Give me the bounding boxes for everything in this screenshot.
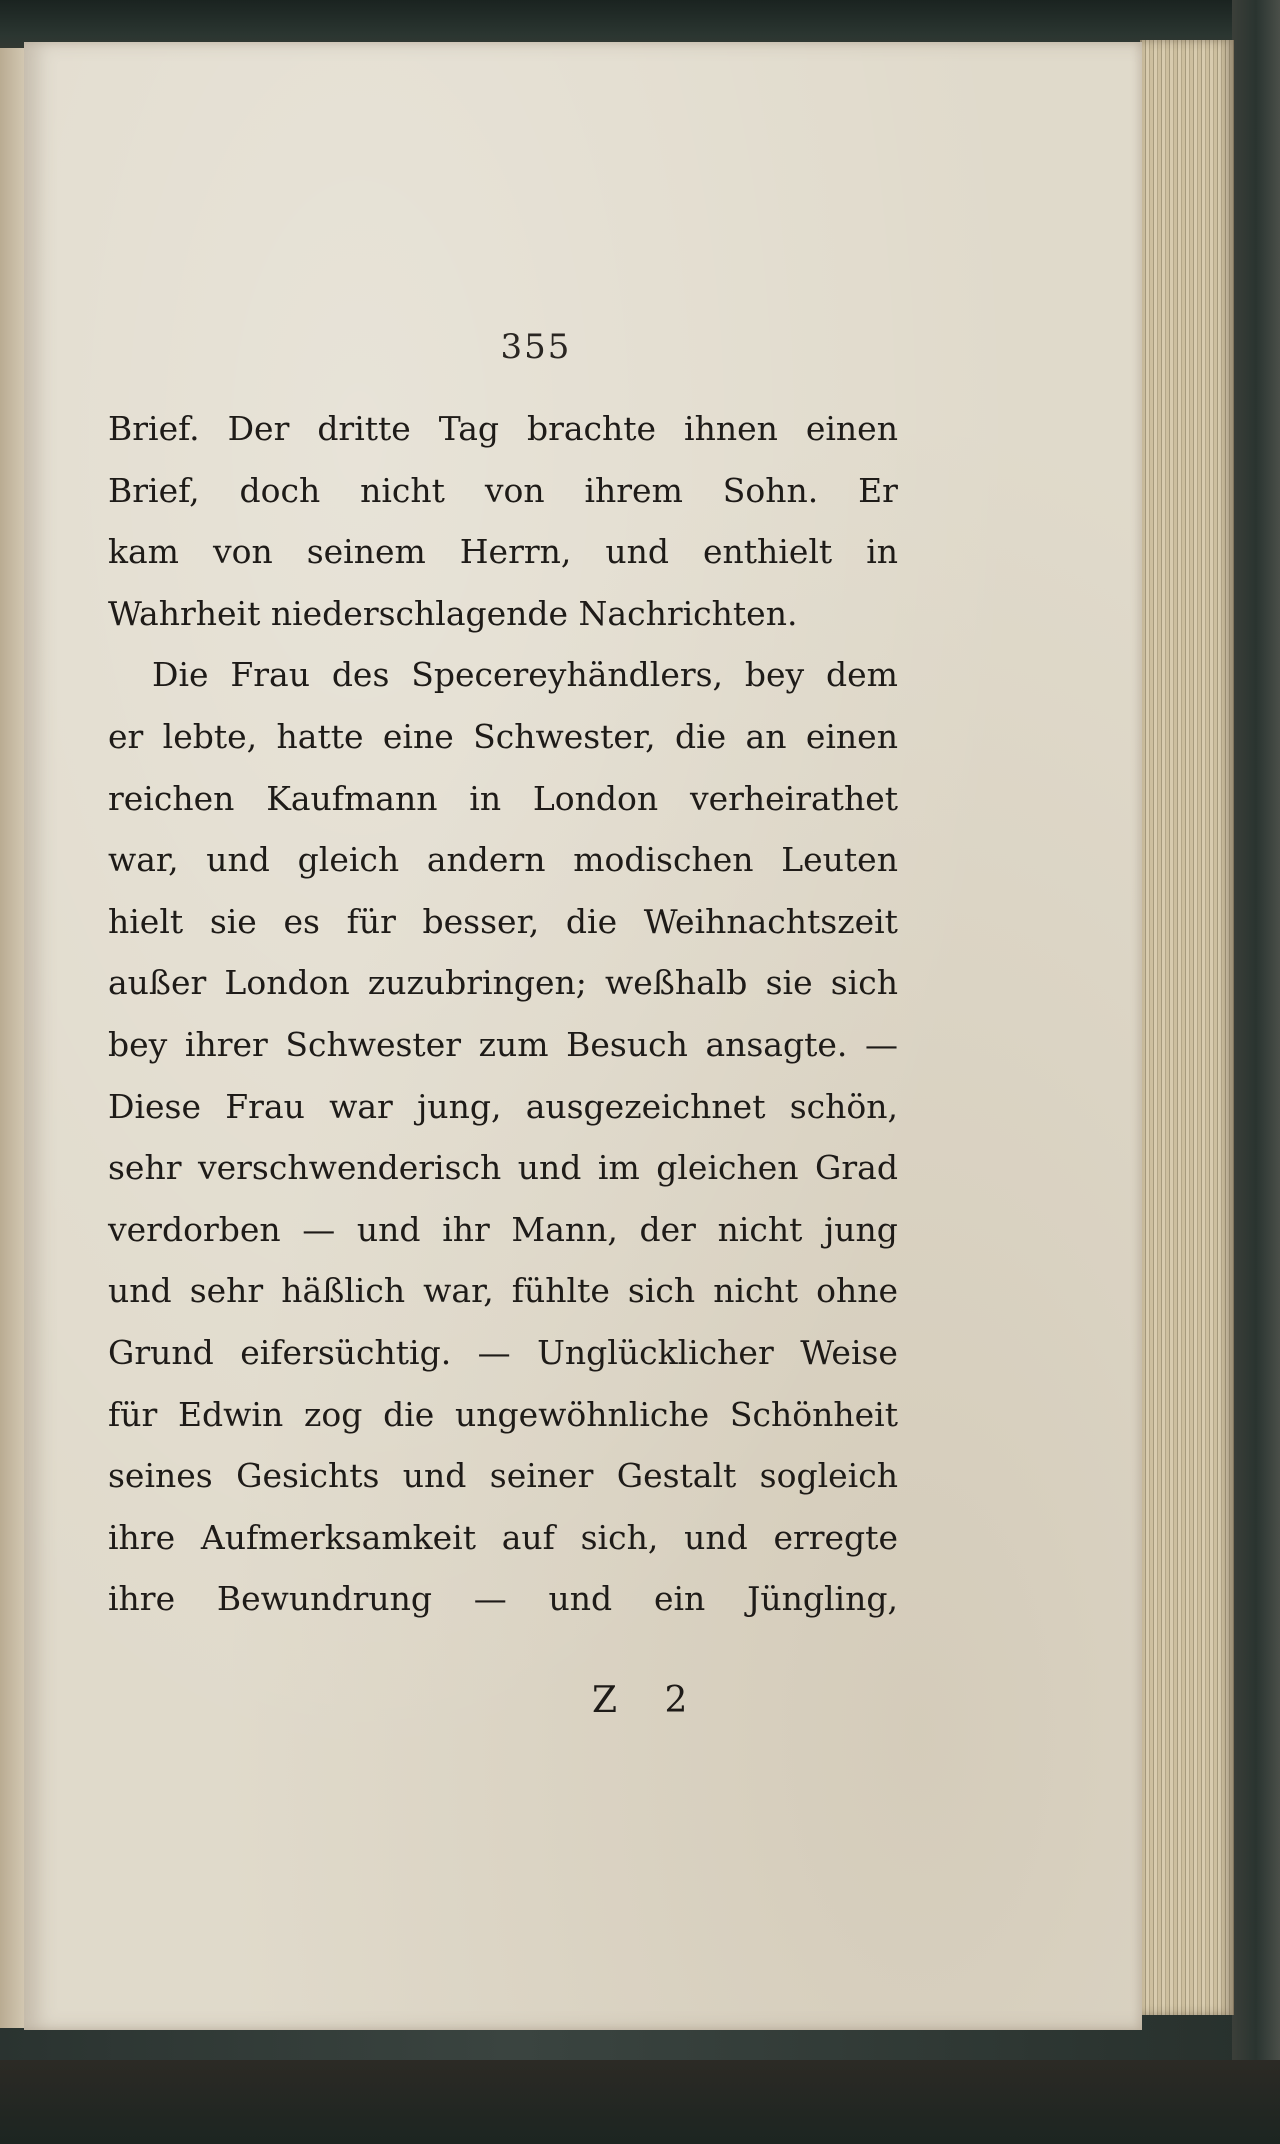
word: Frau — [225, 1086, 305, 1126]
word: — — [477, 1332, 511, 1372]
text-line — [108, 706, 898, 768]
book-cover-right — [1232, 0, 1280, 2144]
book-cover-bottom — [0, 2060, 1280, 2144]
word: London — [224, 963, 350, 1003]
word: modischen — [573, 840, 754, 880]
word: und — [605, 532, 670, 572]
word: war, — [108, 840, 179, 880]
word: Gesichts — [236, 1456, 380, 1496]
word: sich — [830, 963, 898, 1003]
word: für — [108, 1394, 158, 1434]
word: seines — [108, 1456, 213, 1496]
word: kam — [108, 532, 179, 572]
text-line — [108, 1507, 898, 1569]
word: in — [866, 532, 898, 572]
word: dritte — [317, 409, 411, 448]
word: bey — [744, 655, 805, 695]
word: London — [532, 778, 659, 818]
text-line — [108, 644, 898, 706]
word: für — [346, 901, 396, 941]
word: und — [402, 1456, 467, 1496]
text-line — [108, 1137, 898, 1199]
word: ein — [653, 1579, 706, 1619]
word: Jüngling, — [747, 1579, 898, 1619]
word: Brief, — [108, 470, 200, 510]
word: Diese — [108, 1086, 202, 1126]
word: im — [597, 1148, 640, 1188]
word: — — [302, 1209, 336, 1249]
page-number: 355 — [500, 327, 572, 367]
text-line — [108, 1445, 898, 1507]
word: reichen — [108, 778, 235, 818]
text-line — [108, 1014, 898, 1076]
word: die — [565, 901, 618, 941]
word: zuzubringen; — [367, 963, 587, 1003]
word: Er — [858, 470, 898, 510]
printer-signature: Z 2 — [592, 1680, 706, 1721]
word: Sohn. — [722, 470, 819, 510]
word: Schwester — [285, 1024, 461, 1064]
book-page — [24, 42, 1142, 2030]
word: und — [548, 1579, 613, 1619]
word: zog — [303, 1394, 363, 1434]
word: Frau — [230, 655, 310, 695]
page-block-edges — [1140, 40, 1234, 2015]
word: ohne — [816, 1271, 898, 1311]
text-line — [108, 1384, 898, 1446]
word: und — [517, 1148, 582, 1188]
word: die — [674, 716, 727, 756]
word: häßlich — [281, 1271, 406, 1311]
word: ihnen — [684, 409, 778, 448]
word: Grund — [108, 1332, 214, 1372]
text-line — [108, 891, 898, 953]
text-line — [108, 952, 898, 1014]
word: seinem — [306, 532, 426, 572]
word: nicht — [360, 470, 445, 510]
word: ausgezeichnet — [525, 1086, 766, 1126]
word: gleichen — [656, 1148, 799, 1188]
facing-page-edge — [0, 48, 26, 2028]
word: Kaufmann — [266, 778, 438, 818]
word: und — [684, 1517, 748, 1557]
word: verschwenderisch — [197, 1148, 502, 1188]
word: in — [469, 778, 502, 818]
word: gleich — [297, 840, 400, 880]
word: bey — [108, 1024, 168, 1064]
word: war, — [423, 1271, 494, 1311]
word: zum — [478, 1024, 549, 1064]
word: Herrn, — [459, 532, 572, 572]
word: Aufmerksamkeit — [200, 1517, 476, 1557]
word: es — [283, 901, 320, 941]
text-line — [108, 398, 898, 460]
text-line — [108, 1322, 898, 1384]
word: Specereyhändlers, — [411, 655, 724, 695]
word: einen — [805, 716, 898, 756]
word: Tag — [438, 409, 500, 448]
word: Bewundrung — [216, 1579, 432, 1619]
word: sich — [627, 1271, 696, 1311]
word: und — [206, 840, 270, 880]
word: dem — [826, 655, 898, 695]
word: nicht — [713, 1271, 799, 1311]
word: lebte, — [162, 716, 258, 756]
word: auf — [501, 1517, 555, 1557]
word: verheirathet — [689, 778, 898, 818]
word: seiner — [489, 1456, 594, 1496]
text-line — [108, 460, 898, 522]
word: ihre — [108, 1579, 176, 1619]
word: Grad — [815, 1148, 898, 1188]
word: sehr — [108, 1148, 182, 1188]
text-line — [108, 829, 898, 891]
word: war — [329, 1086, 393, 1126]
word: Leuten — [781, 840, 898, 880]
word: ihrer — [184, 1024, 268, 1064]
word: verdorben — [108, 1209, 281, 1249]
word: ansagte. — [705, 1024, 848, 1064]
word: er — [108, 716, 144, 756]
word: sogleich — [759, 1456, 898, 1496]
word: schön, — [789, 1086, 898, 1126]
text-line — [108, 1260, 898, 1322]
word: an — [745, 716, 787, 756]
word: die — [383, 1394, 435, 1434]
word: erregte — [773, 1517, 898, 1557]
word: Weihnachtszeit — [643, 901, 898, 941]
word: besser, — [422, 901, 540, 941]
word: und — [108, 1271, 172, 1311]
word: sehr — [189, 1271, 264, 1311]
word: ihr — [442, 1209, 490, 1249]
text-line — [108, 1199, 898, 1261]
word: Edwin — [177, 1394, 284, 1434]
word: doch — [239, 470, 321, 510]
text-line — [108, 1568, 898, 1630]
word: ihrem — [584, 470, 683, 510]
text-line: Wahrheit niederschlagende Nachrichten. — [108, 593, 798, 633]
word: von — [212, 532, 273, 572]
word: des — [331, 655, 390, 695]
body-text — [108, 398, 898, 1630]
text-line — [108, 1076, 898, 1138]
word: eine — [382, 716, 454, 756]
word: weßhalb — [605, 963, 748, 1003]
word: Brief. — [108, 409, 200, 448]
word: einen — [805, 409, 898, 448]
word: Weise — [800, 1332, 898, 1372]
word: Schwester, — [473, 716, 656, 756]
word: Schönheit — [729, 1394, 898, 1434]
word: jung — [824, 1209, 898, 1249]
text-line — [108, 521, 898, 583]
word: sie — [765, 963, 813, 1003]
word: sich, — [580, 1517, 659, 1557]
word: Unglücklicher — [537, 1332, 774, 1372]
word: jung, — [417, 1086, 502, 1126]
word: eifersüchtig. — [240, 1332, 452, 1372]
word: — — [473, 1579, 507, 1619]
text-line — [108, 768, 898, 830]
word: hatte — [276, 716, 364, 756]
word: hielt — [108, 901, 184, 941]
word: brachte — [526, 409, 657, 448]
word: Besuch — [566, 1024, 688, 1064]
word: Gestalt — [616, 1456, 737, 1496]
word: — — [864, 1024, 898, 1064]
word: Mann, — [511, 1209, 618, 1249]
word: von — [484, 470, 545, 510]
word: außer — [108, 963, 207, 1003]
word: Der — [227, 409, 290, 448]
word: fühlte — [511, 1271, 610, 1311]
word: nicht — [717, 1209, 803, 1249]
word: ungewöhnliche — [455, 1394, 710, 1434]
word: enthielt — [703, 532, 833, 572]
word: und — [356, 1209, 421, 1249]
word: ihre — [108, 1517, 176, 1557]
word: Die — [152, 655, 209, 695]
word: der — [639, 1209, 696, 1249]
word: andern — [426, 840, 546, 880]
word: sie — [209, 901, 257, 941]
